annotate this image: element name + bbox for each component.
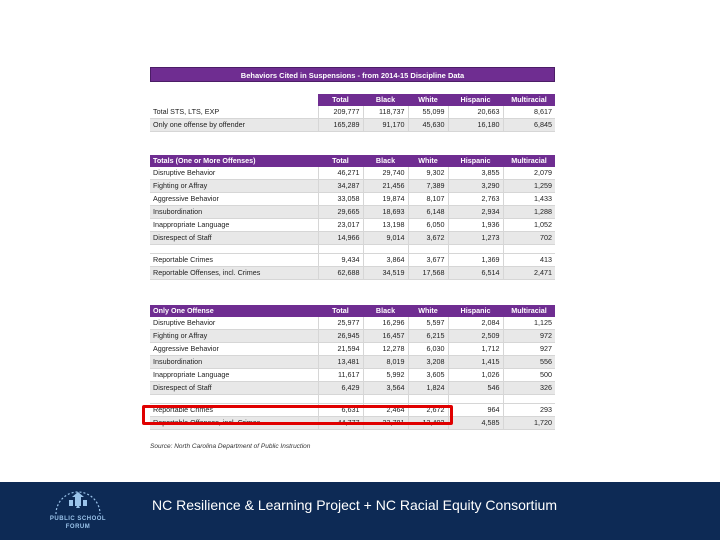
source-note: Source: North Carolina Department of Public Instruction [150,443,311,450]
column-header: Total [318,305,363,317]
cell-value: 1,273 [448,232,503,245]
cell-value: 1,369 [448,254,503,267]
cell-value: 1,712 [448,343,503,356]
spacer-cell [363,395,408,404]
table-row [150,382,555,395]
cell-value: 1,936 [448,219,503,232]
table-row [150,317,555,330]
row-label: Insubordination [150,206,318,219]
cell-value: 14,966 [318,232,363,245]
table-row [150,356,555,369]
cell-value: 6,030 [408,343,448,356]
column-header: White [408,155,448,167]
cell-value: 29,740 [363,167,408,180]
cell-value: 11,617 [318,369,363,382]
cell-value: 5,597 [408,317,448,330]
cell-value: 62,688 [318,267,363,280]
cell-value: 16,296 [363,317,408,330]
cell-value: 19,874 [363,193,408,206]
column-header: White [408,305,448,317]
cell-value: 6,631 [318,404,363,417]
column-header: Black [363,305,408,317]
spacer-cell [448,245,503,254]
cell-value: 1,720 [503,417,555,430]
row-label: Reportable Offenses, incl. Crimes [150,267,318,280]
row-label: Reportable Crimes [150,254,318,267]
cell-value: 3,290 [448,180,503,193]
spacer-cell [150,245,318,254]
cell-value: 33,058 [318,193,363,206]
cell-value: 927 [503,343,555,356]
row-label: Disruptive Behavior [150,167,318,180]
row-label: Aggressive Behavior [150,193,318,206]
cell-value: 44,777 [318,417,363,430]
cell-value: 209,777 [318,106,363,119]
row-label: Disrespect of Staff [150,382,318,395]
spacer-cell [318,395,363,404]
cell-value: 118,737 [363,106,408,119]
cell-value: 8,107 [408,193,448,206]
spacer-cell [318,245,363,254]
summary-table [150,94,555,132]
cell-value: 3,855 [448,167,503,180]
table-header-row [150,155,555,167]
column-header: Total [318,94,363,106]
cell-value: 1,026 [448,369,503,382]
table-header-row [150,305,555,317]
cell-value: 1,824 [408,382,448,395]
row-label: Insubordination [150,356,318,369]
spacer-cell [448,395,503,404]
table-row [150,167,555,180]
table-row [150,119,555,132]
row-label: Aggressive Behavior [150,343,318,356]
cell-value: 6,429 [318,382,363,395]
spacer-cell [503,395,555,404]
cell-value: 13,402 [408,417,448,430]
cell-value: 55,099 [408,106,448,119]
discipline-data-document [150,67,555,450]
cell-value: 21,594 [318,343,363,356]
only-one-offense-table [150,305,555,430]
cell-value: 46,271 [318,167,363,180]
table-row [150,180,555,193]
column-header: Multiracial [503,94,555,106]
table-row [150,106,555,119]
cell-value: 45,630 [408,119,448,132]
cell-value: 2,934 [448,206,503,219]
cell-value: 2,509 [448,330,503,343]
cell-value: 2,763 [448,193,503,206]
row-label: Fighting or Affray [150,180,318,193]
cell-value: 1,259 [503,180,555,193]
column-header: Hispanic [448,94,503,106]
row-label: Only one offense by offender [150,119,318,132]
cell-value: 500 [503,369,555,382]
cell-value: 293 [503,404,555,417]
cell-value: 6,215 [408,330,448,343]
cell-value: 972 [503,330,555,343]
cell-value: 8,617 [503,106,555,119]
table-row [150,267,555,280]
cell-value: 2,471 [503,267,555,280]
public-school-forum-logo [38,490,118,534]
spacer-cell [150,395,318,404]
column-header: Hispanic [448,155,503,167]
cell-value: 2,079 [503,167,555,180]
spacer-cell [363,245,408,254]
cell-value: 9,434 [318,254,363,267]
cell-value: 6,845 [503,119,555,132]
cell-value: 413 [503,254,555,267]
table-header-row [150,94,555,106]
cell-value: 23,781 [363,417,408,430]
totals-table [150,155,555,280]
row-header-label [150,94,318,106]
row-label: Inappropriate Language [150,369,318,382]
table-row [150,404,555,417]
cell-value: 1,415 [448,356,503,369]
cell-value: 326 [503,382,555,395]
cell-value: 4,585 [448,417,503,430]
logo-line-1: PUBLIC SCHOOL [49,516,107,522]
column-header: Black [363,155,408,167]
cell-value: 6,148 [408,206,448,219]
cell-value: 16,457 [363,330,408,343]
cell-value: 16,180 [448,119,503,132]
cell-value: 2,672 [408,404,448,417]
column-header: Black [363,94,408,106]
cell-value: 91,170 [363,119,408,132]
spacer-cell [408,245,448,254]
cell-value: 9,014 [363,232,408,245]
cell-value: 546 [448,382,503,395]
logo-line-2: FORUM [65,524,91,530]
cell-value: 8,019 [363,356,408,369]
row-label: Inappropriate Language [150,219,318,232]
row-label: Reportable Crimes [150,404,318,417]
row-header-label: Only One Offense [150,305,318,317]
cell-value: 1,125 [503,317,555,330]
cell-value: 3,605 [408,369,448,382]
cell-value: 34,287 [318,180,363,193]
document-title: Behaviors Cited in Suspensions - from 2014-15 Discipline Data [150,67,555,82]
cell-value: 3,864 [363,254,408,267]
cell-value: 20,663 [448,106,503,119]
cell-value: 13,198 [363,219,408,232]
row-label: Total STS, LTS, EXP [150,106,318,119]
row-label: Reportable Offenses, incl. Crimes [150,417,318,430]
footer-banner [0,482,720,540]
cell-value: 3,672 [408,232,448,245]
cell-value: 1,288 [503,206,555,219]
table-row [150,369,555,382]
cell-value: 964 [448,404,503,417]
cell-value: 12,278 [363,343,408,356]
cell-value: 3,208 [408,356,448,369]
logo-arc-icon [38,490,118,516]
cell-value: 17,568 [408,267,448,280]
spacer-cell [503,245,555,254]
column-header: Hispanic [448,305,503,317]
column-header: Total [318,155,363,167]
table-row [150,193,555,206]
row-label: Fighting or Affray [150,330,318,343]
spacer-row [150,245,555,254]
cell-value: 34,519 [363,267,408,280]
cell-value: 3,564 [363,382,408,395]
table-row [150,330,555,343]
cell-value: 3,677 [408,254,448,267]
cell-value: 21,456 [363,180,408,193]
footer-title: NC Resilience & Learning Project + NC Racial Equity Consortium [152,497,558,513]
table-row [150,206,555,219]
spacer-cell [408,395,448,404]
cell-value: 2,464 [363,404,408,417]
cell-value: 2,084 [448,317,503,330]
cell-value: 1,433 [503,193,555,206]
table-row [150,219,555,232]
cell-value: 13,481 [318,356,363,369]
row-header-label: Totals (One or More Offenses) [150,155,318,167]
table-row [150,417,555,430]
row-label: Disrespect of Staff [150,232,318,245]
column-header: Multiracial [503,155,555,167]
cell-value: 1,052 [503,219,555,232]
row-label: Disruptive Behavior [150,317,318,330]
column-header: Multiracial [503,305,555,317]
cell-value: 7,389 [408,180,448,193]
cell-value: 9,302 [408,167,448,180]
cell-value: 18,693 [363,206,408,219]
cell-value: 26,945 [318,330,363,343]
cell-value: 29,665 [318,206,363,219]
cell-value: 6,514 [448,267,503,280]
table-row [150,254,555,267]
column-header: White [408,94,448,106]
cell-value: 6,050 [408,219,448,232]
cell-value: 25,977 [318,317,363,330]
table-row [150,232,555,245]
spacer-row [150,395,555,404]
cell-value: 556 [503,356,555,369]
table-row [150,343,555,356]
cell-value: 23,017 [318,219,363,232]
cell-value: 5,992 [363,369,408,382]
cell-value: 165,289 [318,119,363,132]
cell-value: 702 [503,232,555,245]
